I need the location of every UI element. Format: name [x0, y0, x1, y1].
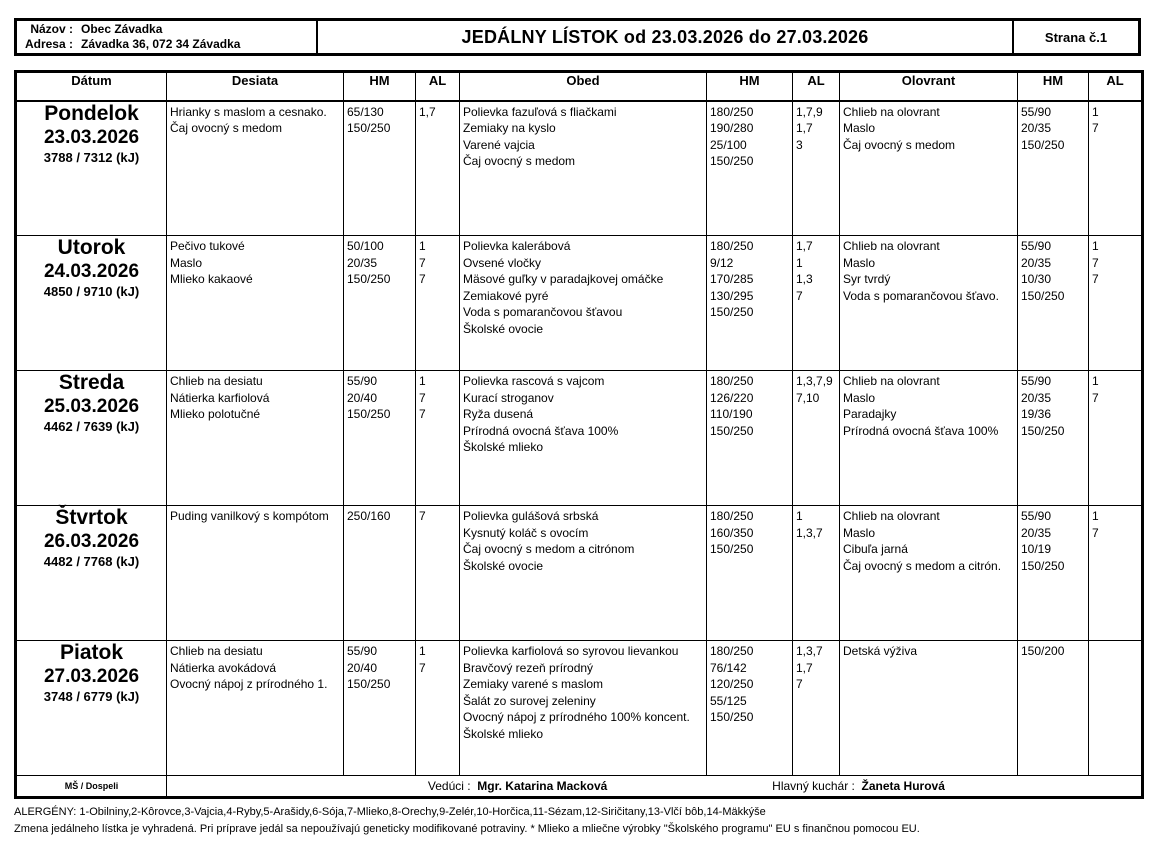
hm-value: 180/250: [710, 104, 754, 119]
al-value: 1: [1092, 239, 1099, 253]
menu-item: Školské ovocie: [463, 321, 544, 336]
al-value: 1: [1092, 104, 1099, 119]
obed-name-cell: [460, 101, 707, 236]
menu-item: Voda s pomarančovou šťavo.: [843, 288, 999, 303]
menu-item: Polievka karfiolová so syrovou lievankou: [463, 644, 679, 658]
obed-hm-cell: [707, 371, 793, 506]
hm-value: 55/90: [1021, 509, 1052, 523]
nazov-value: Obec Závadka: [81, 22, 163, 36]
hm-value: 120/250: [710, 677, 754, 691]
menu-table-footer: [16, 776, 1143, 798]
menu-table: [14, 70, 1144, 799]
hm-value: 150/250: [347, 677, 391, 691]
desiata-name-cell: [167, 641, 344, 776]
al-value: 1: [419, 644, 426, 658]
al-value: 7: [419, 660, 426, 675]
desiata-al-cell: [416, 506, 460, 641]
al-value: 7: [1092, 255, 1099, 270]
menu-item: Mlieko polotučné: [170, 407, 261, 421]
hm-value: 10/30: [1021, 272, 1052, 286]
hm-value: 150/250: [347, 121, 391, 135]
menu-item: Čaj ovocný s medom: [170, 121, 283, 135]
disclaimer-note: Zmena jedálneho lístka je vyhradená. Pri príprave jedál sa nepoužívajú geneticky modifikované potraviny. * Mlieko a mliečne výrobky "Školského programu" EU s finančnou pomocou EU.: [14, 823, 920, 835]
al-value: 1: [419, 374, 426, 388]
menu-item: Mlieko kakaové: [170, 272, 253, 286]
day-date: 23.03.2026: [43, 126, 140, 148]
al-value: 1,3,7: [796, 644, 823, 658]
desiata-hm-cell: [344, 506, 416, 641]
col-header-datum: Dátum: [16, 72, 167, 101]
menu-item: Chlieb na olovrant: [843, 239, 940, 253]
al-value: 1: [1092, 509, 1099, 523]
obed-name-cell: [460, 641, 707, 776]
menu-item: Školské mlieko: [463, 440, 544, 454]
hm-value: 55/90: [1021, 239, 1052, 253]
ms-dospeli-label: MŠ / Dospeli: [16, 776, 167, 798]
menu-item: Polievka kalerábová: [463, 239, 571, 253]
al-value: [796, 439, 836, 456]
al-value: [796, 406, 836, 423]
col-header-obed: Obed: [460, 72, 707, 101]
date-cell: [16, 641, 167, 776]
menu-item: Varené vajcia: [463, 137, 535, 152]
desiata-hm-cell: [344, 371, 416, 506]
al-value: [1092, 558, 1138, 575]
menu-item: Prírodná ovocná šťava 100%: [843, 423, 999, 438]
hm-value: 20/40: [347, 390, 378, 405]
desiata-al-cell: [416, 101, 460, 236]
menu-item: Chlieb na olovrant: [843, 374, 940, 388]
menu-item: Paradajky: [843, 407, 897, 421]
hm-value: 150/250: [1021, 288, 1065, 303]
hm-value: 150/250: [1021, 558, 1065, 573]
al-value: [419, 676, 456, 693]
al-value: 7: [419, 407, 426, 421]
hm-value: 20/35: [1021, 121, 1052, 135]
signatures-cell: [167, 776, 1143, 798]
hm-value: 50/100: [347, 239, 384, 253]
menu-item: Polievka rascová s vajcom: [463, 374, 605, 388]
al-value: 7: [796, 677, 803, 691]
hm-value: 25/100: [710, 137, 747, 152]
day-date: 27.03.2026: [43, 666, 140, 687]
hm-value: 65/130: [347, 104, 384, 119]
hm-value: 126/220: [710, 390, 754, 405]
hm-value: 160/350: [710, 525, 754, 540]
al-value: 7: [1092, 390, 1099, 405]
hm-value: 150/250: [1021, 423, 1065, 438]
veduci-label: Vedúci :: [427, 779, 471, 793]
al-value: 1,7: [419, 104, 436, 119]
obed-al-cell: [793, 506, 840, 641]
al-value: [796, 304, 836, 321]
desiata-name-cell: [167, 236, 344, 371]
al-value: [796, 558, 836, 575]
day-date: 25.03.2026: [43, 396, 140, 417]
organization-box: [14, 18, 318, 56]
olovrant-hm-cell: [1018, 641, 1089, 776]
allergens-note: ALERGÉNY: 1-Obilniny,2-Kôrovce,3-Vajcia,4-Ryby,5-Arašidy,6-Sója,7-Mlieko,8-Orechy,9-Zelér,10-Horčica,11-Sézam,12-Siričitany,13-Vlčí bôb,14-Mäkkýše: [14, 806, 766, 818]
olovrant-hm-cell: [1018, 236, 1089, 371]
hm-value: 20/35: [1021, 525, 1052, 540]
table-row-pondelok: [16, 101, 1143, 236]
hm-value: [710, 558, 789, 575]
desiata-name-cell: [167, 101, 344, 236]
hm-value: 150/250: [710, 423, 754, 438]
hm-value: 190/280: [710, 121, 754, 135]
organization-address-row: [19, 37, 312, 52]
menu-item: Kysnutý koláč s ovocím: [463, 525, 589, 540]
menu-item: Voda s pomarančovou šťavou: [463, 305, 623, 319]
table-row-streda: [16, 371, 1143, 506]
veduci-signature: [428, 779, 607, 793]
al-value: 1,7: [796, 239, 813, 253]
hm-value: 19/36: [1021, 407, 1052, 421]
table-row-piatok: [16, 641, 1143, 776]
menu-item: Mäsové guľky v paradajkovej omáčke: [463, 272, 664, 286]
menu-item: Školské ovocie: [463, 558, 544, 573]
al-value: 1: [796, 255, 803, 270]
obed-hm-cell: [707, 506, 793, 641]
col-header-hm-2: HM: [707, 72, 793, 101]
olovrant-al-cell: [1089, 371, 1143, 506]
al-value: 7: [796, 288, 803, 303]
hm-value: 150/250: [710, 542, 754, 556]
hm-value: 55/90: [347, 374, 378, 388]
menu-item: Polievka gulášová srbská: [463, 509, 599, 523]
hm-value: 180/250: [710, 644, 754, 658]
page-header: [14, 18, 1141, 56]
menu-item: Maslo: [843, 390, 876, 405]
al-value: 1,3: [796, 272, 813, 286]
al-value: [796, 423, 836, 440]
al-value: [1092, 137, 1138, 154]
al-value: 7: [1092, 121, 1099, 135]
date-cell: [16, 101, 167, 236]
day-name: Streda: [58, 371, 125, 394]
al-value: [419, 120, 456, 137]
date-cell: [16, 506, 167, 641]
day-energy: 4462 / 7639 (kJ): [43, 419, 140, 434]
al-value: 1,7: [796, 121, 813, 135]
page-number: Strana č.1: [1012, 18, 1141, 56]
menu-item: Čaj ovocný s medom: [843, 137, 956, 152]
obed-name-cell: [460, 236, 707, 371]
desiata-hm-cell: [344, 101, 416, 236]
desiata-al-cell: [416, 236, 460, 371]
hm-value: [710, 726, 789, 743]
menu-item: Čaj ovocný s medom a citrónom: [463, 542, 635, 556]
table-footer-row: [16, 776, 1143, 798]
obed-hm-cell: [707, 236, 793, 371]
al-value: 7: [419, 272, 426, 286]
menu-item: Šalát zo surovej zeleniny: [463, 693, 596, 708]
menu-page: [14, 18, 1141, 838]
olovrant-name-cell: [840, 371, 1018, 506]
hm-value: 110/190: [710, 407, 753, 421]
menu-item: Prírodná ovocná šťava 100%: [463, 423, 619, 438]
col-header-al-3: AL: [1089, 72, 1143, 101]
al-value: 1: [419, 239, 426, 253]
table-row-utorok: [16, 236, 1143, 371]
menu-item: Syr tvrdý: [843, 272, 891, 286]
day-energy: 4482 / 7768 (kJ): [43, 554, 140, 569]
al-value: 1: [796, 509, 803, 523]
kuchar-name: Žaneta Hurová: [861, 779, 945, 793]
olovrant-hm-cell: [1018, 371, 1089, 506]
hm-value: 20/40: [347, 660, 378, 675]
hm-value: 180/250: [710, 374, 754, 388]
olovrant-hm-cell: [1018, 101, 1089, 236]
hm-value: 55/90: [1021, 104, 1052, 119]
day-name: Štvrtok: [55, 506, 128, 529]
hm-value: 55/90: [347, 644, 378, 658]
day-energy: 4850 / 9710 (kJ): [43, 284, 140, 299]
al-value: [1092, 423, 1138, 440]
day-energy: 3748 / 6779 (kJ): [43, 689, 140, 704]
al-value: 1: [1092, 374, 1099, 388]
al-value: 1,7,9: [796, 104, 823, 119]
obed-name-cell: [460, 506, 707, 641]
menu-item: Chlieb na olovrant: [843, 509, 940, 523]
obed-al-cell: [793, 101, 840, 236]
col-header-al-1: AL: [416, 72, 460, 101]
menu-item: Zemiaky varené s maslom: [463, 677, 604, 691]
menu-item: Polievka fazuľová s fliačkami: [463, 104, 617, 119]
al-value: 1,3,7: [796, 525, 823, 540]
hm-value: 150/250: [1021, 137, 1065, 152]
kuchar-label: Hlavný kuchár :: [772, 779, 855, 793]
menu-item: Čaj ovocný s medom a citrón.: [843, 558, 1002, 573]
menu-table-body: [16, 101, 1143, 776]
al-value: [796, 726, 836, 743]
menu-item: Ryža dusená: [463, 407, 534, 421]
menu-item: Ovsené vločky: [463, 255, 542, 270]
al-value: 7,10: [796, 390, 820, 405]
date-cell: [16, 371, 167, 506]
desiata-name-cell: [167, 371, 344, 506]
day-date: 24.03.2026: [43, 261, 140, 282]
hm-value: [710, 439, 789, 456]
hm-value: 20/35: [1021, 390, 1052, 405]
al-value: [796, 541, 836, 558]
obed-hm-cell: [707, 641, 793, 776]
menu-item: Zemiaky na kyslo: [463, 121, 556, 135]
hm-value: 55/125: [710, 693, 747, 708]
menu-item: Pečivo tukové: [170, 239, 245, 253]
day-name: Utorok: [57, 236, 126, 259]
olovrant-al-cell: [1089, 641, 1143, 776]
hm-value: 150/250: [710, 710, 754, 724]
menu-item: Zemiakové pyré: [463, 288, 549, 303]
olovrant-name-cell: [840, 506, 1018, 641]
kuchar-signature: [772, 779, 945, 793]
menu-item: Cibuľa jarná: [843, 542, 908, 556]
menu-item: Maslo: [843, 121, 876, 135]
veduci-name: Mgr. Katarina Macková: [477, 779, 608, 793]
hm-value: 170/285: [710, 272, 754, 286]
table-row-štvrtok: [16, 506, 1143, 641]
desiata-al-cell: [416, 641, 460, 776]
day-name: Pondelok: [44, 101, 139, 125]
menu-item: Maslo: [843, 255, 876, 270]
col-header-desiata: Desiata: [167, 72, 344, 101]
menu-item: Nátierka karfiolová: [170, 390, 270, 405]
olovrant-name-cell: [840, 641, 1018, 776]
hm-value: 130/295: [710, 288, 754, 303]
olovrant-al-cell: [1089, 101, 1143, 236]
date-cell: [16, 236, 167, 371]
desiata-al-cell: [416, 371, 460, 506]
menu-item: Hrianky s maslom a cesnako.: [170, 104, 327, 119]
menu-item: Bravčový rezeň prírodný: [463, 660, 594, 675]
al-value: 3: [796, 137, 803, 152]
day-energy: 3788 / 7312 (kJ): [43, 149, 140, 165]
obed-name-cell: [460, 371, 707, 506]
hm-value: 150/200: [1021, 644, 1065, 658]
hm-value: 76/142: [710, 660, 747, 675]
hm-value: 10/19: [1021, 542, 1052, 556]
olovrant-hm-cell: [1018, 506, 1089, 641]
hm-value: 150/250: [710, 305, 754, 319]
menu-item: Školské mlieko: [463, 726, 544, 741]
al-value: [1092, 541, 1138, 558]
obed-al-cell: [793, 641, 840, 776]
col-header-hm-1: HM: [344, 72, 416, 101]
hm-value: 150/250: [347, 272, 391, 286]
col-header-hm-3: HM: [1018, 72, 1089, 101]
day-date: 26.03.2026: [43, 531, 140, 552]
olovrant-name-cell: [840, 236, 1018, 371]
footnotes: [14, 804, 1141, 838]
menu-item: Nátierka avokádová: [170, 660, 277, 675]
hm-value: 180/250: [710, 509, 754, 523]
organization-name-row: [19, 22, 312, 37]
col-header-olovrant: Olovrant: [840, 72, 1018, 101]
nazov-label: Názov :: [30, 22, 73, 36]
menu-item: Čaj ovocný s medom: [463, 154, 576, 168]
desiata-hm-cell: [344, 236, 416, 371]
al-value: [796, 709, 836, 726]
day-name: Piatok: [59, 641, 124, 664]
menu-table-header: [16, 72, 1143, 101]
hm-value: 150/250: [347, 407, 391, 421]
al-value: 1,7: [796, 660, 813, 675]
olovrant-al-cell: [1089, 236, 1143, 371]
al-value: [796, 153, 836, 170]
al-value: 7: [419, 509, 426, 523]
menu-item: Chlieb na olovrant: [843, 104, 940, 119]
col-header-al-2: AL: [793, 72, 840, 101]
al-value: [796, 321, 836, 338]
adresa-value: Závadka 36, 072 34 Závadka: [81, 37, 241, 51]
olovrant-al-cell: [1089, 506, 1143, 641]
desiata-hm-cell: [344, 641, 416, 776]
hm-value: 180/250: [710, 239, 754, 253]
al-value: 7: [1092, 272, 1099, 286]
menu-item: Kurací stroganov: [463, 390, 554, 405]
hm-value: 20/35: [1021, 255, 1052, 270]
hm-value: 55/90: [1021, 374, 1052, 388]
al-value: 7: [1092, 525, 1099, 540]
olovrant-name-cell: [840, 101, 1018, 236]
hm-value: 250/160: [347, 509, 391, 523]
menu-item: Ovocný nápoj z prírodného 100% koncent.: [463, 710, 690, 724]
obed-hm-cell: [707, 101, 793, 236]
al-value: 1,3,7,9: [796, 374, 833, 388]
al-value: 7: [419, 255, 426, 270]
menu-item: Chlieb na desiatu: [170, 374, 263, 388]
al-value: [796, 693, 836, 710]
al-value: [1092, 288, 1138, 305]
menu-item: Puding vanilkový s kompótom: [170, 509, 329, 523]
al-value: [1092, 643, 1138, 660]
obed-al-cell: [793, 236, 840, 371]
al-value: 7: [419, 390, 426, 405]
al-value: [1092, 406, 1138, 423]
menu-item: Detská výživa: [843, 644, 918, 658]
menu-item: Maslo: [843, 525, 876, 540]
menu-item: Ovocný nápoj z prírodného 1.: [170, 677, 328, 691]
menu-item: Maslo: [170, 255, 203, 270]
desiata-name-cell: [167, 506, 344, 641]
hm-value: 150/250: [710, 154, 754, 168]
hm-value: 20/35: [347, 255, 378, 270]
page-title: JEDÁLNY LÍSTOK od 23.03.2026 do 27.03.2026: [318, 18, 1012, 56]
obed-al-cell: [793, 371, 840, 506]
menu-item: Chlieb na desiatu: [170, 644, 263, 658]
adresa-label: Adresa :: [24, 37, 73, 51]
hm-value: 9/12: [710, 255, 734, 270]
hm-value: [710, 321, 789, 338]
